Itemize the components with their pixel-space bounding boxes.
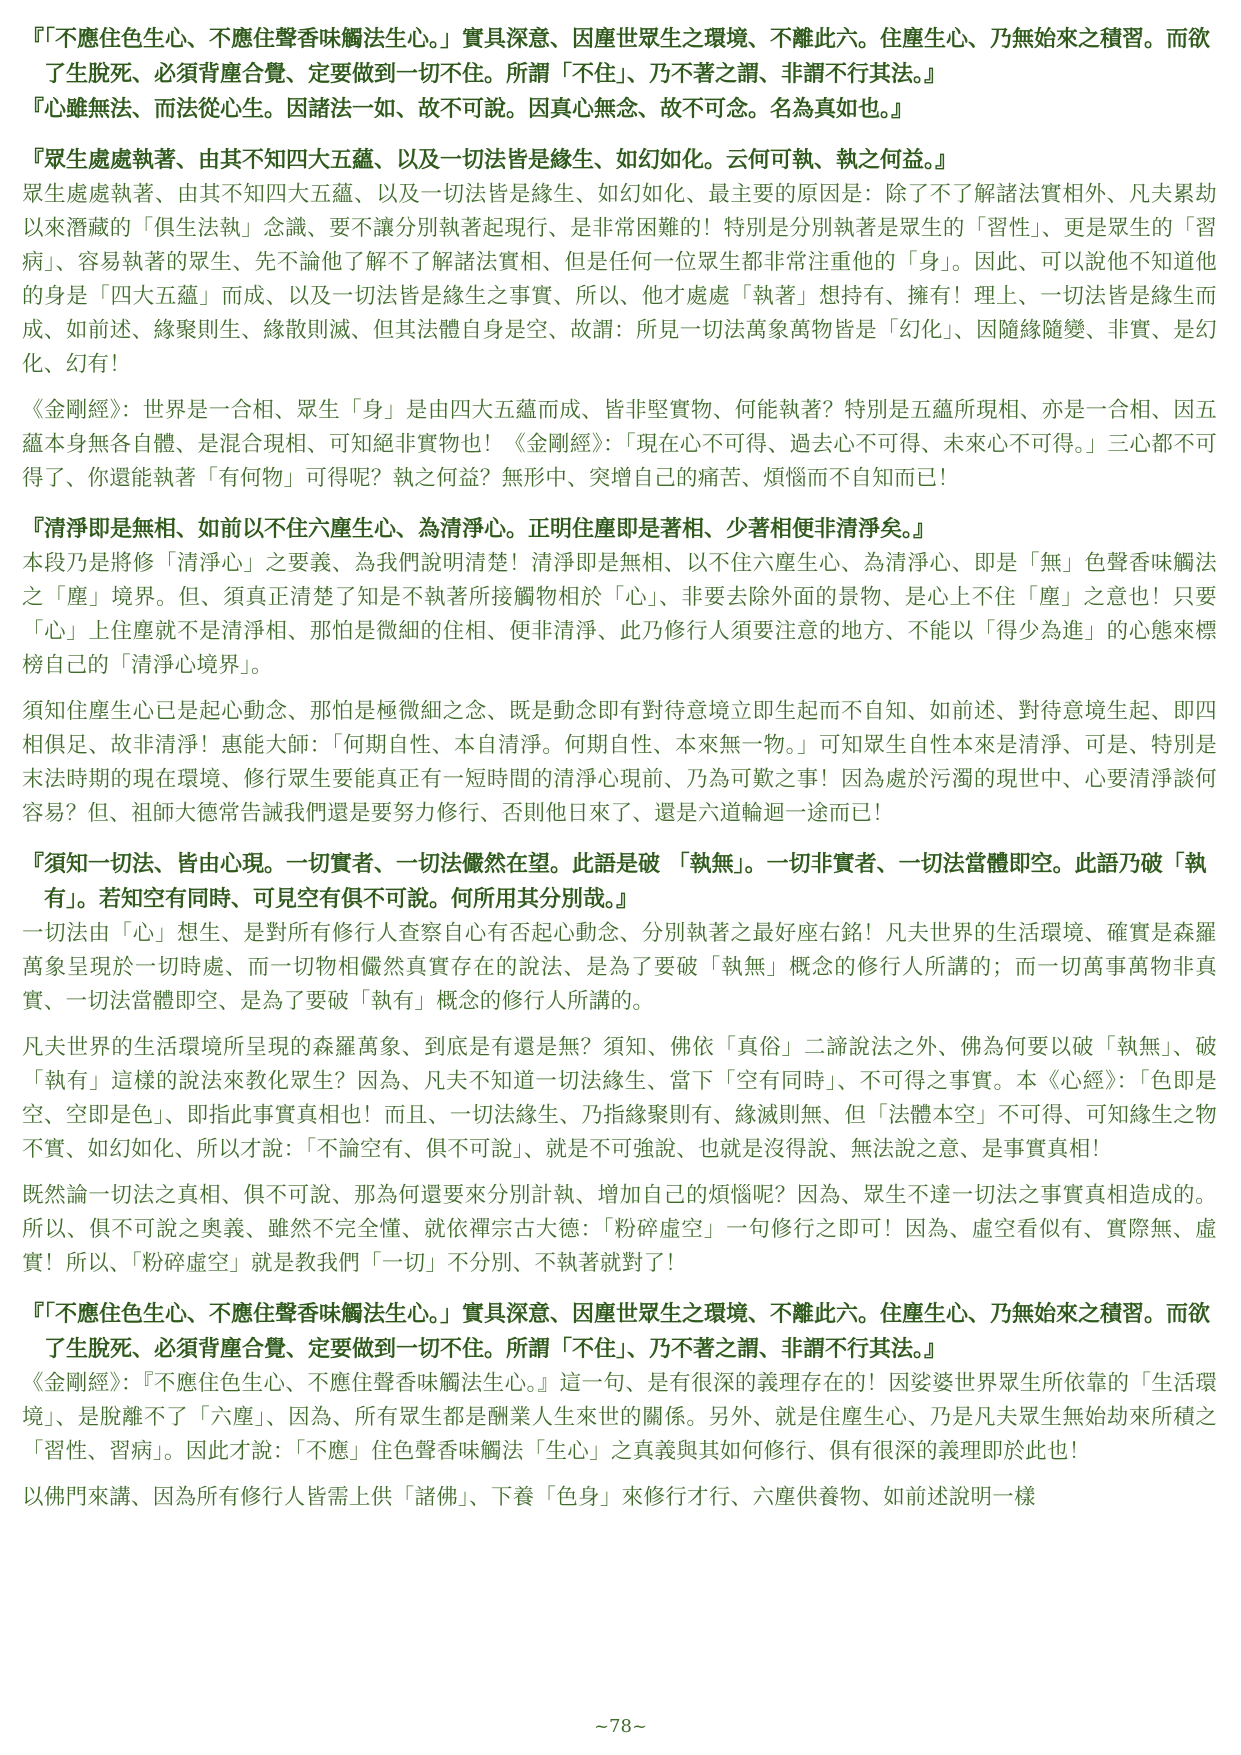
body-paragraph: 凡夫世界的生活環境所呈現的森羅萬象、到底是有還是無？須知、佛依「真俗」二諦說法之外、佛為何要以破「執無」、破「執有」這樣的說法來教化眾生？因為、凡夫不知道一切法緣生、當下「空有同時」、不可得之事實。本《心經》：「色即是空、空即是色」、即指此事實真相也！而且、一切法緣生、乃指緣聚則有、緣滅則無、但「法體本空」不可得、可知緣生之物不實、如幻如化、所以才說：「不論空有、俱不可說」、就是不可強說、也就是沒得說、無法說之意、是事實真相！: [22, 1035, 1217, 1162]
body-paragraph: 既然論一切法之真相、俱不可說、那為何還要來分別計執、增加自己的煩惱呢？因為、眾生不達一切法之事實真相造成的。所以、俱不可說之奧義、雖然不完全懂、就依禪宗古大德：「粉碎虛空」一句修行之即可！因為、虛空看似有、實際無、虛實！所以、「粉碎虛空」就是教我們「一切」不分別、不執著就對了！: [22, 1183, 1217, 1276]
section-heading: 『「不應住色生心、不應住聲香味觸法生心。」實具深意、因塵世眾生之環境、不離此六。住塵生心、乃無始來之積習。而欲了生脫死、必須背塵合覺、定要做到一切不住。所謂「不住」、乃不著之謂、非謂不行其法。』: [22, 26, 1211, 87]
body-paragraph: 本段乃是將修「清淨心」之要義、為我們說明清楚！清淨即是無相、以不住六塵生心、為清淨心、即是「無」色聲香味觸法之「塵」境界。但、須真正清楚了知是不執著所接觸物相於「心」、非要去除外面的景物、是心上不住「塵」之意也！只要「心」上住塵就不是清淨相、那怕是微細的住相、便非清淨、此乃修行人須要注意的地方、不能以「得少為進」的心態來標榜自己的「清淨心境界」。: [22, 551, 1217, 678]
body-paragraph: 眾生處處執著、由其不知四大五蘊、以及一切法皆是緣生、如幻如化、最主要的原因是：除了不了解諸法實相外、凡夫累劫以來潛藏的「俱生法執」念識、要不讓分別執著起現行、是非常困難的！特別是分別執著是眾生的「習性」、更是眾生的「習病」、容易執著的眾生、先不論他了解不了解諸法實相、但是任何一位眾生都非常注重他的「身」。因此、可以說他不知道他的身是「四大五蘊」而成、以及一切法皆是緣生之事實、所以、他才處處「執著」想持有、擁有！理上、一切法皆是緣生而成、如前述、緣聚則生、緣散則滅、但其法體自身是空、故謂：所見一切法萬象萬物皆是「幻化」、因隨緣隨變、非實、是幻化、幻有！: [22, 182, 1217, 377]
section-heading: 『心雖無法、而法從心生。因諸法一如、故不可說。因真心無念、故不可念。名為真如也。』: [22, 96, 914, 122]
body-paragraph: 《金剛經》：世界是一合相、眾生「身」是由四大五蘊而成、皆非堅實物、何能執著？特別是五蘊所現相、亦是一合相、因五蘊本身無各自體、是混合現相、可知絕非實物也！《金剛經》：「現在心不可得、過去心不可得、未來心不可得。」三心都不可得了、你還能執著「有何物」可得呢？執之何益？無形中、突增自己的痛苦、煩惱而不自知而已！: [22, 398, 1217, 491]
page-number: ~78~: [593, 1716, 648, 1737]
body-paragraph: 一切法由「心」想生、是對所有修行人查察自心有否起心動念、分別執著之最好座右銘！凡夫世界的生活環境、確實是森羅萬象呈現於一切時處、而一切物相儼然真實存在的說法、是為了要破「執無」概念的修行人所講的；而一切萬事萬物非真實、一切法當體即空、是為了要破「執有」概念的修行人所講的。: [22, 921, 1217, 1014]
body-paragraph: 須知住塵生心已是起心動念、那怕是極微細之念、既是動念即有對待意境立即生起而不自知、如前述、對待意境生起、即四相俱足、故非清淨！惠能大師：「何期自性、本自清淨。何期自性、本來無一物。」可知眾生自性本來是清淨、可是、特別是末法時期的現在環境、修行眾生要能真正有一短時間的清淨心現前、乃為可歎之事！因為處於污濁的現世中、心要清淨談何容易？但、祖師大德常告誡我們還是要努力修行、否則他日來了、還是六道輪迴一途而已！: [22, 699, 1217, 826]
section-heading: 『眾生處處執著、由其不知四大五蘊、以及一切法皆是緣生、如幻如化。云何可執、執之何益。』: [22, 147, 958, 173]
body-paragraph: 《金剛經》：『不應住色生心、不應住聲香味觸法生心。』這一句、是有很深的義理存在的！因娑婆世界眾生所依靠的「生活環境」、是脫離不了「六塵」、因為、所有眾生都是酬業人生來世的關係。另外、就是住塵生心、乃是凡夫眾生無始劫來所積之「習性、習病」。因此才說：「不應」住色聲香味觸法「生心」之真義與其如何修行、俱有很深的義理即於此也！: [22, 1371, 1217, 1464]
section-heading: 『「不應住色生心、不應住聲香味觸法生心。」實具深意、因塵世眾生之環境、不離此六。住塵生心、乃無始來之積習。而欲了生脫死、必須背塵合覺、定要做到一切不住。所謂「不住」、乃不著之謂、非謂不行其法。』: [22, 1301, 1211, 1362]
body-paragraph: 以佛門來講、因為所有修行人皆需上供「諸佛」、下養「色身」來修行才行、六塵供養物、如前述說明一樣: [22, 1485, 1036, 1510]
section-heading: 『須知一切法、皆由心現。一切實者、一切法儼然在望。此語是破 「執無」。一切非實者、一切法當體即空。此語乃破「執有」。若知空有同時、可見空有俱不可說。何所用其分別哉。』: [22, 851, 1207, 912]
section-heading: 『清淨即是無相、如前以不住六塵生心、為清淨心。正明住塵即是著相、少著相便非清淨矣。』: [22, 516, 936, 542]
